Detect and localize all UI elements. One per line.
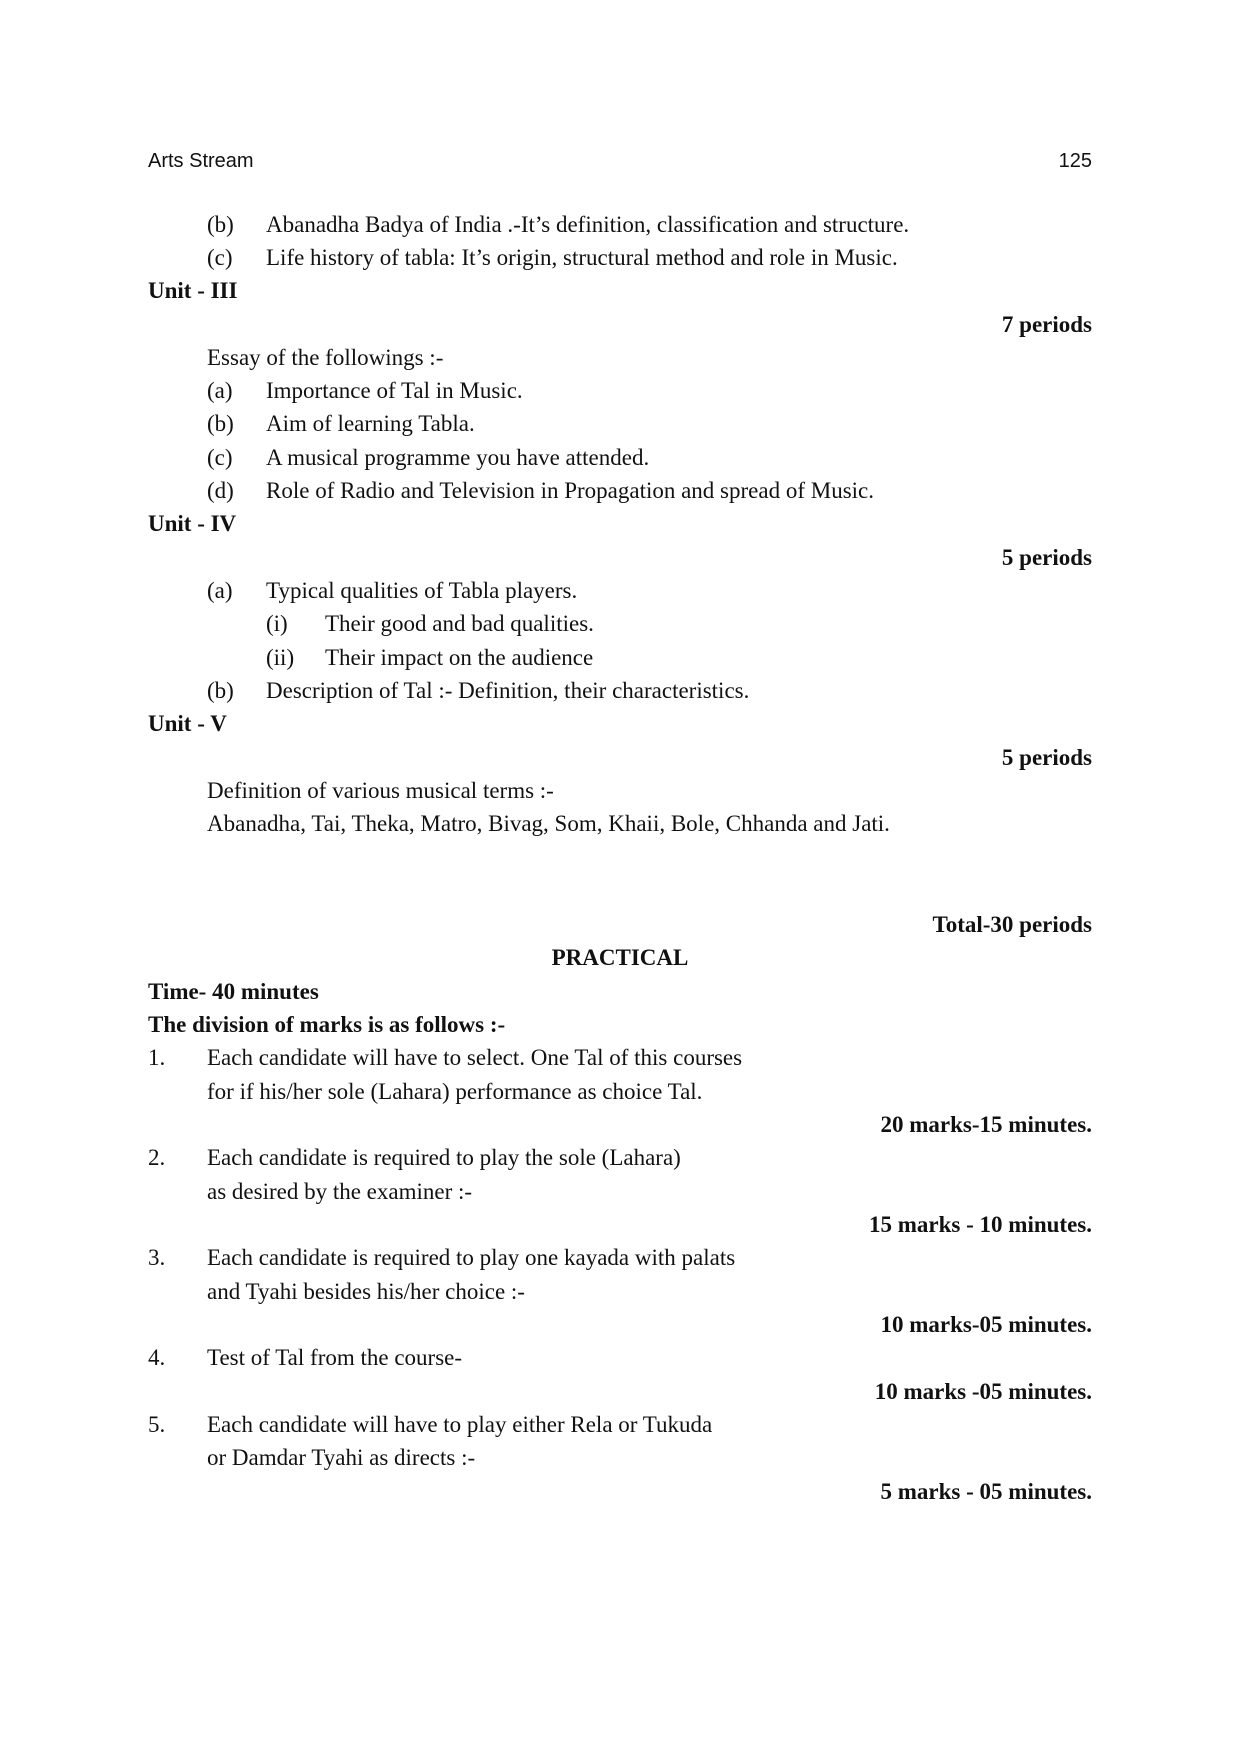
list-marker: (a) xyxy=(207,578,233,603)
item-marks: 10 marks -05 minutes. xyxy=(874,1379,1092,1404)
list-item: Role of Radio and Television in Propagation and spread of Music. xyxy=(266,478,874,503)
item-number: 3. xyxy=(148,1245,166,1270)
unit-3-periods: 7 periods xyxy=(1001,312,1092,337)
item-text: Test of Tal from the course- xyxy=(207,1345,463,1370)
item-number: 1. xyxy=(148,1045,166,1070)
item-marks: 5 marks - 05 minutes. xyxy=(880,1479,1092,1504)
unit-5-line: Abanadha, Tai, Theka, Matro, Bivag, Som, Khaii, Bole, Chhanda and Jati. xyxy=(207,811,890,836)
list-marker: (c) xyxy=(207,245,233,270)
item-number: 4. xyxy=(148,1345,166,1370)
page-number: 125 xyxy=(1058,150,1092,172)
list-item: A musical programme you have attended. xyxy=(266,445,650,470)
unit-3-intro: Essay of the followings :- xyxy=(207,345,444,370)
list-item: Typical qualities of Tabla players. xyxy=(266,578,578,603)
item-text: or Damdar Tyahi as directs :- xyxy=(207,1445,476,1470)
item-text: and Tyahi besides his/her choice :- xyxy=(207,1279,525,1304)
item-marks: 15 marks - 10 minutes. xyxy=(869,1212,1092,1237)
sub-list-marker: (i) xyxy=(266,611,288,636)
list-marker: (b) xyxy=(207,411,234,436)
unit-5-periods: 5 periods xyxy=(1001,745,1092,770)
item-number: 5. xyxy=(148,1412,166,1437)
list-marker: (a) xyxy=(207,378,233,403)
list-item: Description of Tal :- Definition, their characteristics. xyxy=(266,678,750,703)
sub-list-item: Their impact on the audience xyxy=(325,645,594,670)
unit-4-periods: 5 periods xyxy=(1001,545,1092,570)
list-marker: (c) xyxy=(207,445,233,470)
item-marks: 10 marks-05 minutes. xyxy=(880,1312,1092,1337)
unit-4-heading: Unit - IV xyxy=(148,511,237,536)
list-item: Aim of learning Tabla. xyxy=(266,411,475,436)
unit-3-heading: Unit - III xyxy=(148,278,238,303)
list-marker: (b) xyxy=(207,678,234,703)
item-number: 2. xyxy=(148,1145,166,1170)
list-item: Importance of Tal in Music. xyxy=(266,378,523,403)
unit-5-line: Definition of various musical terms :- xyxy=(207,778,554,803)
item-text: Each candidate will have to select. One Tal of this courses xyxy=(207,1045,743,1070)
total-periods: Total-30 periods xyxy=(932,912,1092,937)
unit-5-heading: Unit - V xyxy=(148,711,227,736)
list-item: Life history of tabla: It’s origin, structural method and role in Music. xyxy=(266,245,898,270)
running-header: Arts Stream xyxy=(148,150,254,172)
item-text: Each candidate will have to play either Rela or Tukuda xyxy=(207,1412,713,1437)
practical-time: Time- 40 minutes xyxy=(148,979,319,1004)
list-marker: (b) xyxy=(207,212,234,237)
list-item: Abanadha Badya of India .-It’s definition, classification and structure. xyxy=(266,212,910,237)
item-text: Each candidate is required to play one kayada with palats xyxy=(207,1245,736,1270)
list-marker: (d) xyxy=(207,478,234,503)
sub-list-marker: (ii) xyxy=(266,645,295,670)
marks-division-heading: The division of marks is as follows :- xyxy=(148,1012,506,1037)
item-marks: 20 marks-15 minutes. xyxy=(880,1112,1092,1137)
item-text: Each candidate is required to play the sole (Lahara) xyxy=(207,1145,681,1170)
sub-list-item: Their good and bad qualities. xyxy=(325,611,594,636)
practical-title: PRACTICAL xyxy=(551,945,689,970)
item-text: as desired by the examiner :- xyxy=(207,1179,473,1204)
item-text: for if his/her sole (Lahara) performance as choice Tal. xyxy=(207,1079,703,1104)
